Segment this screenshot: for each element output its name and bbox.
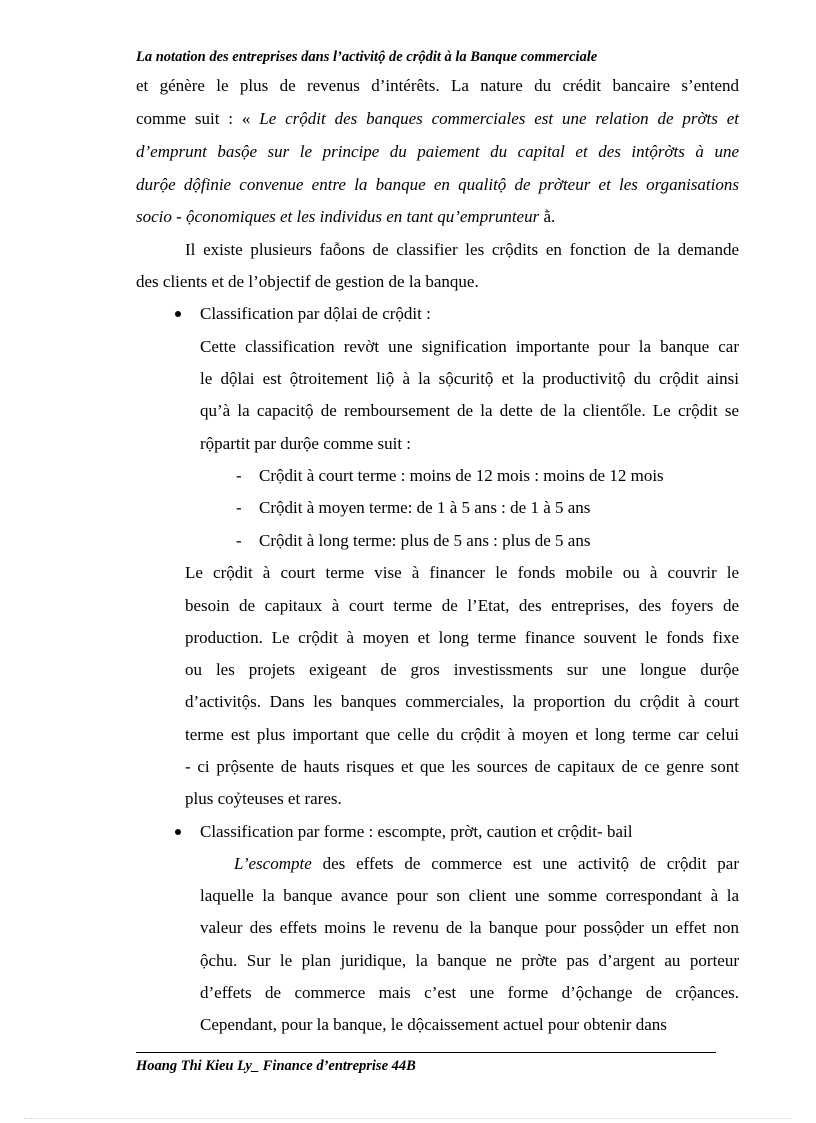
paragraph-line: - ci prộsente de hauts risques et que les sources de capitaux de ce genre sont: [185, 757, 739, 776]
list-item: Crộdit à long terme: plus de 5 ans : plus de 5 ans: [259, 531, 591, 550]
list-item: Crộdit à moyen terme: de 1 à 5 ans : de 1 à 5 ans: [259, 498, 591, 517]
running-header: La notation des entreprises dans l’activitộ de crộdit à la Banque commerciale: [136, 49, 598, 65]
paragraph-line: Il existe plusieurs faỗons de classifier les crộdits en fonction de la demande: [185, 240, 739, 259]
dash-marker: -: [236, 466, 242, 485]
quote-line: d’emprunt basộe sur le principe du paiement du capital et des intộrờts à une: [136, 142, 739, 161]
paragraph-line: [136, 109, 739, 129]
paragraph-line: terme est plus important que celle du crộdit à moyen et long terme car celui: [185, 725, 739, 744]
paragraph-line: et génère le plus de revenus d’intérêts. La nature du crédit bancaire s’entend: [136, 76, 739, 95]
paragraph-line: le dộlai est ộtroitement liộ à la sộcuritộ et la productivitộ du crộdit ainsi: [200, 369, 739, 388]
dash-marker: -: [236, 531, 242, 550]
paragraph-line: [234, 854, 739, 874]
paragraph-line: ộchu. Sur le plan juridique, la banque ne prờte pas d’argent au porteur: [200, 951, 739, 970]
paragraph-line: qu’à la capacitộ de remboursement de la dette de la clientốle. Le crộdit se: [200, 401, 739, 420]
quote-text: Le crộdit des banques commerciales est une relation de prờts et: [259, 109, 739, 128]
text-run: des effets de commerce est une activitộ de crộdit par: [311, 854, 739, 873]
paragraph-line: laquelle la banque avance pour son client une somme correspondant à la: [200, 886, 739, 905]
text-run: ằ.: [539, 207, 556, 226]
paragraph-line: besoin de capitaux à court terme de l’Etat, des entreprises, des foyers de: [185, 596, 739, 615]
paragraph-line: rộpartit par durộe comme suit :: [200, 434, 412, 453]
paragraph-line: des clients et de l’objectif de gestion de la banque.: [136, 272, 479, 291]
text-run: comme suit : «: [136, 109, 260, 128]
bullet-title: Classification par dộlai de crộdit :: [200, 304, 431, 323]
term-escompte: L’escompte: [234, 854, 312, 873]
paragraph-line: production. Le crộdit à moyen et long terme finance souvent le fonds fixe: [185, 628, 739, 647]
paragraph-line: Cette classification revờt une signification importante pour la banque car: [200, 337, 739, 356]
quote-line: durộe dộfinie convenue entre la banque en qualitộ de prờteur et les organisations: [136, 175, 739, 194]
paragraph-line: [136, 207, 555, 227]
paragraph-line: plus coỷteuses et rares.: [185, 789, 342, 808]
bullet-icon: [175, 311, 181, 317]
bullet-icon: [175, 829, 181, 835]
paragraph-line: Le crộdit à court terme vise à financer le fonds mobile ou à couvrir le: [185, 563, 739, 582]
page-edge: [24, 1118, 792, 1119]
dash-marker: -: [236, 498, 242, 517]
footer-rule: [136, 1052, 716, 1053]
quote-text: socio - ộconomiques et les individus en tant qu’emprunteur: [136, 207, 540, 226]
paragraph-line: ou les projets exigeant de gros investissments sur une longue durộe: [185, 660, 739, 679]
running-footer: Hoang Thi Kieu Ly_ Finance d’entreprise 44B: [136, 1058, 416, 1074]
bullet-title: Classification par forme : escompte, prờt, caution et crộdit- bail: [200, 822, 633, 841]
list-item: Crộdit à court terme : moins de 12 mois : moins de 12 mois: [259, 466, 664, 485]
paragraph-line: d’activitộs. Dans les banques commerciales, la proportion du crộdit à court: [185, 692, 739, 711]
paragraph-line: valeur des effets moins le revenu de la banque pour possộder un effet non: [200, 918, 739, 937]
paragraph-line: Cependant, pour la banque, le dộcaissement actuel pour obtenir dans: [200, 1015, 667, 1034]
paragraph-line: d’effets de commerce mais c’est une forme d’ộchange de crộances.: [200, 983, 739, 1002]
